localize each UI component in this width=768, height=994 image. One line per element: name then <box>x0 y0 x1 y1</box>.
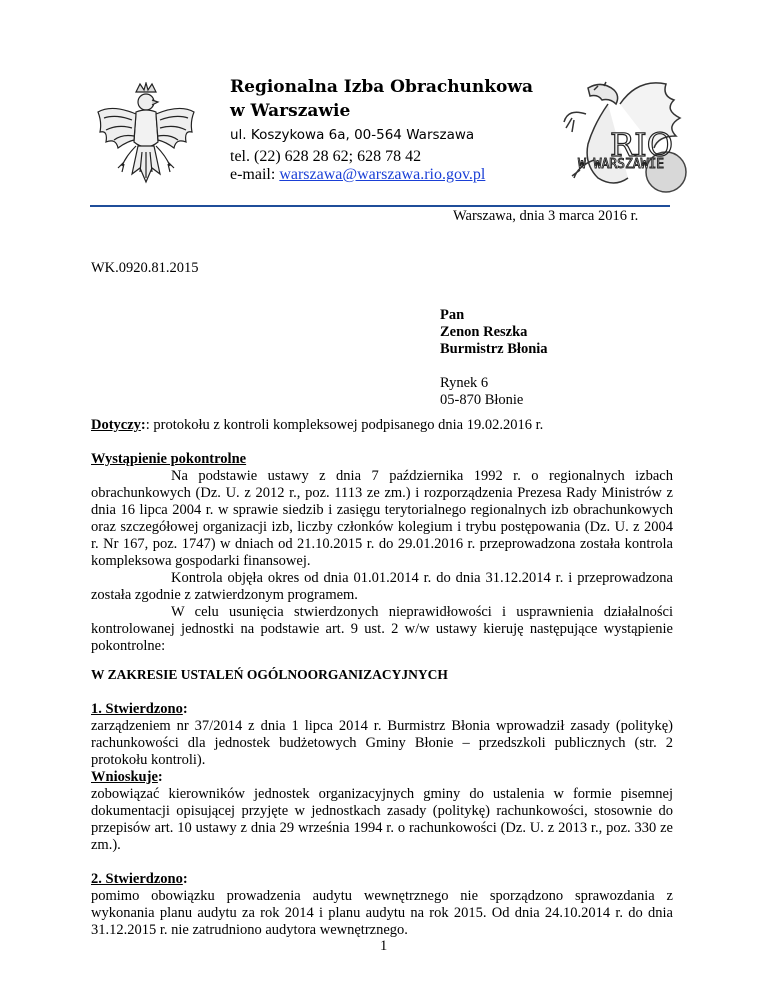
rio-logo <box>558 74 690 196</box>
finding-2-label-line <box>91 871 673 888</box>
section-heading: W ZAKRESIE USTALEŃ OGÓLNOORGANIZACYJNYCH <box>91 667 448 682</box>
email-label: e-mail: <box>230 166 280 183</box>
finding-2-text: pomimo obowiązku prowadzenia audytu wewnętrznego nie sporządzono sprawozdania z wykonania planu audytu za rok 2014 i planu audytu na rok 2015. Od dnia 24.10.2014 r. do dnia 31.12.2015 r. nie zatrudniono audytora wewnętrznego. <box>91 888 673 938</box>
org-address: ul. Koszykowa 6a, 00-564 Warszawa <box>230 127 475 143</box>
email-link[interactable]: warszawa@warszawa.rio.gov.pl <box>279 166 486 183</box>
recipient-name: Zenon Reszka <box>440 324 528 340</box>
letter-date: Warszawa, dnia 3 marca 2016 r. <box>453 208 639 224</box>
document-heading: Wystąpienie pokontrolne <box>91 451 247 467</box>
org-name: Regionalna Izba Obrachunkowa <box>230 77 534 97</box>
finding-1-label: 1. Stwierdzono <box>91 701 183 717</box>
intro-paragraph-1: Na podstawie ustawy z dnia 7 października 1992 r. o regionalnych izbach obrachunkowych (Dz. U. z 2012 r., poz. 1113 ze zm.) i rozporządzenia Prezesa Rady Ministrów z dnia 16 lipca 2004 r. w sprawie siedzib i zasięgu terytorialnego regionalnych izb obrachunkowych oraz szczegółowej organizacji izb, liczby członków kolegium i trybu postępowania (Dz. U. z 2004 r. Nr 167, poz. 1747) w dniach od 21.10.2015 r. do 29.01.2016 r. przeprowadzona została kontrola kompleksowa gospodarki finansowej. <box>91 468 673 569</box>
recipient-salutation: Pan <box>440 307 465 323</box>
finding-1-colon: : <box>182 701 188 717</box>
logo-city-text: W WARSZAWIE <box>578 157 665 172</box>
page-number: 1 <box>380 938 388 954</box>
org-phone: tel. (22) 628 28 62; 628 78 42 <box>230 148 422 165</box>
header-divider <box>90 205 670 207</box>
recommendation-1-colon: : <box>157 769 163 785</box>
finding-2-colon: : <box>182 871 188 887</box>
subject-label: Dotyczy <box>91 417 141 433</box>
subject-colon: : <box>140 417 146 433</box>
recipient-street: Rynek 6 <box>440 375 489 391</box>
intro-paragraph-2: Kontrola objęła okres od dnia 01.01.2014 r. do dnia 31.12.2014 r. i przeprowadzona została zgodnie z zatwierdzonym programem. <box>91 570 673 603</box>
finding-1-label-line <box>91 701 673 718</box>
finding-1-text: zarządzeniem nr 37/2014 z dnia 1 lipca 2014 r. Burmistrz Błonia wprowadził zasady (politykę) rachunkowości dla jednostek budżetowych Gminy Błonie – przedszkoli publicznych (str. 2 protokołu kontroli). <box>91 718 673 768</box>
recommendation-1-label-line <box>91 769 673 786</box>
dragon-icon <box>558 74 690 196</box>
recipient-city: 05-870 Błonie <box>440 392 524 408</box>
finding-1 <box>91 701 673 854</box>
finding-2-label: 2. Stwierdzono <box>91 871 183 887</box>
emblem-eagle <box>92 82 200 200</box>
org-city: w Warszawie <box>230 101 351 121</box>
subject-text: : protokołu z kontroli kompleksowej podpisanego dnia 19.02.2016 r. <box>145 417 544 433</box>
logo-rio-text: RIO <box>610 126 673 164</box>
org-email-line <box>230 166 485 184</box>
finding-2 <box>91 871 673 939</box>
recommendation-1-text: zobowiązać kierowników jednostek organizacyjnych gminy do ustalenia w formie pisemnej dokumentacji opisującej przyjęte w jednostkach zasady (politykę) rachunkowości, stosownie do przepisów art. 10 ustawy z dnia 29 września 1994 r. o rachunkowości (Dz. U. z 2013 r., poz. 330 ze zm.). <box>91 786 673 853</box>
eagle-icon <box>92 82 200 200</box>
subject-line <box>91 417 543 434</box>
recommendation-1-label: Wnioskuje <box>91 769 158 785</box>
intro-block <box>91 468 673 655</box>
recipient-title: Burmistrz Błonia <box>440 341 548 357</box>
reference-number: WK.0920.81.2015 <box>91 260 199 276</box>
intro-paragraph-3: W celu usunięcia stwierdzonych nieprawidłowości i usprawnienia działalności kontrolowanej jednostki na podstawie art. 9 ust. 2 w/w ustawy kieruję następujące wystąpienie pokontrolne: <box>91 604 673 654</box>
